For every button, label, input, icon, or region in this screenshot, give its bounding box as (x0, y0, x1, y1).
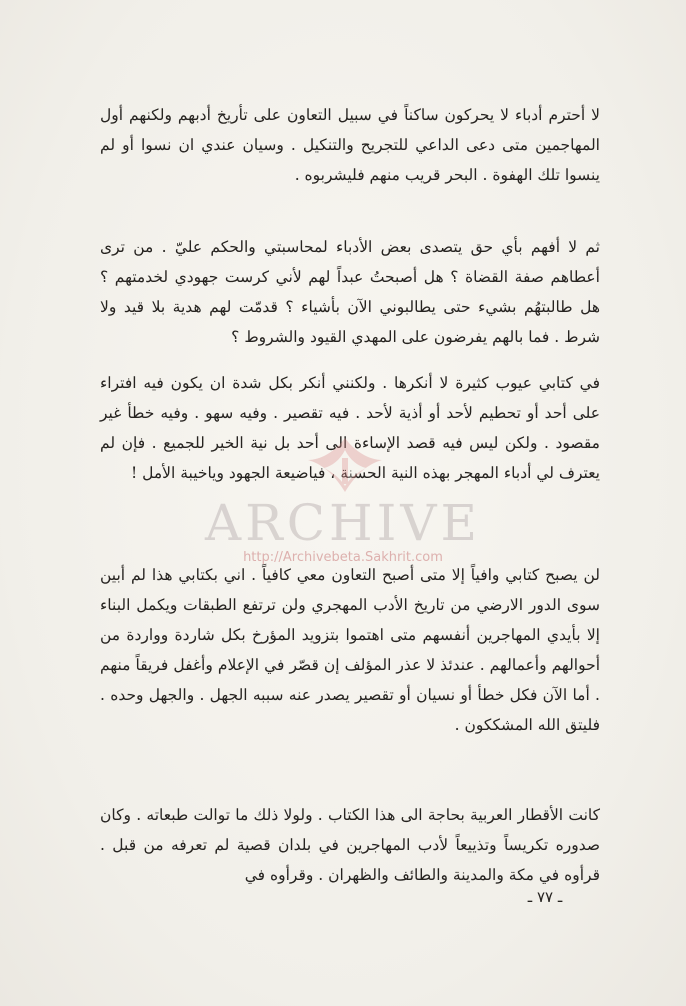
watermark-url: http://Archivebeta.Sakhrit.com (243, 550, 443, 565)
body-paragraph-4 (100, 560, 600, 740)
body-paragraph-1 (100, 100, 600, 190)
paragraph-text: لا أحترم أدباء لا يحركون ساكناً في سبيل التعاون على تأريخ أدبهم ولكنهم أول المهاجمين متى دعى الداعي للتجريح والتنكيل . وسيان عندي ان نسوا أو لم ينسوا تلك الهفوة . البحر قريب منهم فليشربوه . (100, 106, 600, 184)
page-number: ـ ٧٧ ـ (527, 888, 563, 906)
body-paragraph-5 (100, 800, 600, 890)
paragraph-text: في كتابي عيوب كثيرة لا أنكرها . ولكنني أنكر بكل شدة ان يكون فيه افتراء على أحد أو تحطيم لأحد أو أذية لأحد . فيه تقصير . وفيه سهو . وفيه خطأ غير مقصود . ولكن ليس فيه قصد الإساءة الى أحد بل نية الخير للجميع . فإن لم يعترف لي أدباء المهجر بهذه النية الحسنة ، فياضيعة الجهود وياخيبة الأمل ! (100, 374, 600, 482)
paragraph-text: ثم لا أفهم بأي حق يتصدى بعض الأدباء لمحاسبتي والحكم عليّ . من ترى أعطاهم صفة القضاة ؟ هل أصبحتُ عبداً لهم لأني كرست جهودي لخدمتهم ؟ هل طالبتهُم بشيء حتى يطالبوني الآن بأشياء ؟ قدمّت لهم هدية بلا قيد ولا شرط . فما بالهم يفرضون على المهدي القيود والشروط ؟ (100, 238, 600, 346)
archive-logo-icon (300, 430, 390, 500)
paragraph-text: لن يصبح كتابي وافياً إلا متى أصبح التعاون معي كافياً . اني بكتابي هذا لم أبين سوى الدور الارضي من تاريخ الأدب المهجري ولن ترتفع الطبقات ويكمل البناء إلا بأيدي المهاجرين أنفسهم متى اهتموا بتزويد المؤرخ بكل شاردة وواردة من أحوالهم وأعمالهم . عندئذ لا عذر المؤلف إن قصّر في الإعلام وأغفل فريقاً منهم . أما الآن فكل خطأ أو نسيان أو تقصير يصدر عنه سببه الجهل . والجهل وحده . فليتق الله المشككون . (100, 566, 600, 734)
watermark-title: ARCHIVE (205, 494, 481, 552)
paragraph-text: كانت الأقطار العربية بحاجة الى هذا الكتاب . ولولا ذلك ما توالت طبعاته . وكان صدوره تكريساً وتذييعاً لأدب المهاجرين في بلدان قصية لم تعرفه من قبل . قرأوه في مكة والمدينة والطائف والظهران . وقرأوه في (100, 806, 600, 884)
body-paragraph-2 (100, 232, 600, 352)
